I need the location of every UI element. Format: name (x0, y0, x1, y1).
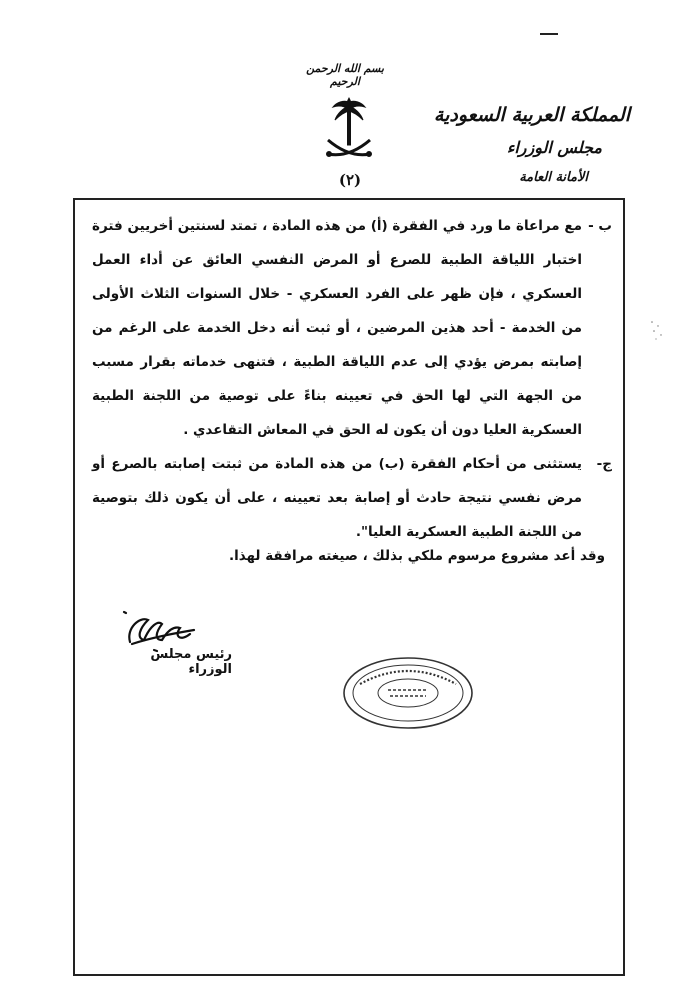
clause-text: مع مراعاة ما ورد في الفقرة (أ) من هذه المادة ، تمتد لسنتين أخريين فترة اختبار اللياقة الطبية للصرع أو المرض النفسي العائق عن أداء العمل العسكري ، فإن ظهر على الفرد العسكري - خلال السنوات الثلاث الأولى من الخدمة - أحد هذين المرضين ، أو ثبت أنه دخل الخدمة على الرغم من إصابته بمرض يؤدي إلى عدم اللياقة الطبية ، فتنهى خدماته بقرار مسبب من الجهة التي لها الحق في تعيينه بناءً على توصية من اللجنة الطبية العسكرية العليا دون أن يكون له الحق في المعاش التقاعدي . (92, 218, 582, 438)
clause-text: يستثنى من أحكام الفقرة (ب) من هذه المادة من ثبتت إصابته بالصرع أو مرض نفسي نتيجة حادث أو إصابة بعد تعيينه ، على أن يكون ذلك بتوصية من اللجنة الطبية العسكرية العليا". (92, 456, 582, 540)
clause-b (92, 209, 612, 447)
margin-scan-specks (648, 318, 668, 342)
official-stamp (340, 654, 476, 732)
org-name-council: مجلس الوزراء (506, 138, 602, 157)
org-name-secretariat: الأمانة العامة (519, 170, 588, 185)
handwritten-signature (110, 598, 200, 654)
clause-j (92, 447, 612, 549)
basmala: بسم الله الرحمن الرحيم (306, 62, 384, 88)
clause-marker: ب - (588, 218, 612, 234)
palm-swords-emblem-icon (322, 96, 376, 168)
page-number: (٢) (338, 171, 362, 189)
clause-marker: ج- (596, 456, 612, 472)
closing-statement: وقد أعد مشروع مرسوم ملكي بذلك ، صيغته مرافقة لهذا. (228, 548, 605, 564)
org-name-kingdom: المملكة العربية السعودية (433, 104, 630, 126)
top-scan-mark (540, 33, 558, 35)
signer-title: رئيس مجلس الوزراء (150, 647, 232, 677)
